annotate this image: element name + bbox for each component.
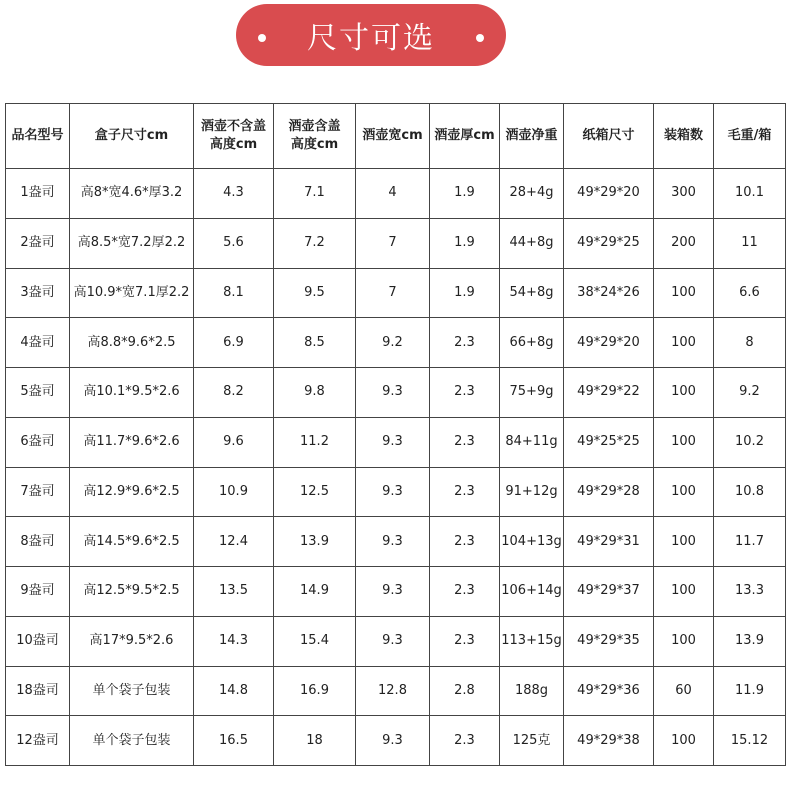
table-cell: 49*29*31 [564, 517, 654, 567]
table-cell: 1.9 [430, 169, 500, 219]
table-cell: 14.3 [194, 616, 274, 666]
table-cell: 100 [654, 368, 714, 418]
table-cell: 84+11g [500, 417, 564, 467]
table-cell: 高11.7*9.6*2.6 [70, 417, 194, 467]
table-cell: 188g [500, 666, 564, 716]
table-cell: 单个袋子包装 [70, 716, 194, 766]
column-header: 装箱数 [654, 104, 714, 169]
table-cell: 高12.9*9.6*2.5 [70, 467, 194, 517]
table-cell: 18盎司 [6, 666, 70, 716]
table-cell: 15.12 [714, 716, 786, 766]
table-cell: 12.5 [274, 467, 356, 517]
table-cell: 9.2 [714, 368, 786, 418]
table-cell: 9.3 [356, 517, 430, 567]
table-cell: 60 [654, 666, 714, 716]
table-cell: 11 [714, 218, 786, 268]
table-cell: 49*29*37 [564, 567, 654, 617]
table-cell: 高8.8*9.6*2.5 [70, 318, 194, 368]
column-header: 毛重/箱 [714, 104, 786, 169]
column-header: 酒壶含盖 高度cm [274, 104, 356, 169]
table-cell: 100 [654, 616, 714, 666]
table-cell: 2.3 [430, 716, 500, 766]
table-cell: 49*29*22 [564, 368, 654, 418]
table-cell: 12.8 [356, 666, 430, 716]
table-cell: 75+9g [500, 368, 564, 418]
table-cell: 10.9 [194, 467, 274, 517]
table-cell: 2.3 [430, 368, 500, 418]
table-cell: 100 [654, 467, 714, 517]
table-cell: 100 [654, 417, 714, 467]
column-header: 品名型号 [6, 104, 70, 169]
table-cell: 12.4 [194, 517, 274, 567]
table-cell: 7.2 [274, 218, 356, 268]
table-cell: 13.9 [714, 616, 786, 666]
table-cell: 100 [654, 517, 714, 567]
table-cell: 44+8g [500, 218, 564, 268]
table-cell: 10.8 [714, 467, 786, 517]
table-cell: 9.8 [274, 368, 356, 418]
table-cell: 9.3 [356, 716, 430, 766]
column-header: 酒壶不含盖 高度cm [194, 104, 274, 169]
table-cell: 14.8 [194, 666, 274, 716]
table-row [6, 169, 786, 219]
table-cell: 16.9 [274, 666, 356, 716]
table-cell: 8盎司 [6, 517, 70, 567]
table-cell: 49*29*20 [564, 169, 654, 219]
table-cell: 7 [356, 218, 430, 268]
table-cell: 7 [356, 268, 430, 318]
table-cell: 49*29*36 [564, 666, 654, 716]
table-row [6, 517, 786, 567]
table-cell: 4.3 [194, 169, 274, 219]
table-row [6, 666, 786, 716]
table-cell: 28+4g [500, 169, 564, 219]
table-cell: 10.2 [714, 417, 786, 467]
table-cell: 高12.5*9.5*2.5 [70, 567, 194, 617]
table-cell: 11.2 [274, 417, 356, 467]
table-cell: 单个袋子包装 [70, 666, 194, 716]
table-cell: 高14.5*9.6*2.5 [70, 517, 194, 567]
table-cell: 14.9 [274, 567, 356, 617]
table-cell: 113+15g [500, 616, 564, 666]
table-cell: 8.5 [274, 318, 356, 368]
table-cell: 125克 [500, 716, 564, 766]
table-cell: 100 [654, 318, 714, 368]
table-cell: 高8.5*宽7.2厚2.2 [70, 218, 194, 268]
table-cell: 12盎司 [6, 716, 70, 766]
table-row [6, 218, 786, 268]
table-cell: 54+8g [500, 268, 564, 318]
table-cell: 200 [654, 218, 714, 268]
table-cell: 9.3 [356, 616, 430, 666]
column-header: 酒壶厚cm [430, 104, 500, 169]
table-body [6, 169, 786, 766]
table-cell: 6.9 [194, 318, 274, 368]
table-cell: 2.3 [430, 567, 500, 617]
table-cell: 2盎司 [6, 218, 70, 268]
table-cell: 2.3 [430, 517, 500, 567]
table-cell: 2.3 [430, 467, 500, 517]
table-cell: 6盎司 [6, 417, 70, 467]
table-cell: 1.9 [430, 218, 500, 268]
table-cell: 16.5 [194, 716, 274, 766]
table-cell: 高10.1*9.5*2.6 [70, 368, 194, 418]
column-header: 纸箱尺寸 [564, 104, 654, 169]
table-cell: 7.1 [274, 169, 356, 219]
table-cell: 11.7 [714, 517, 786, 567]
table-cell: 4盎司 [6, 318, 70, 368]
table-cell: 8.1 [194, 268, 274, 318]
table-cell: 2.8 [430, 666, 500, 716]
size-spec-table [5, 103, 786, 766]
table-cell: 9.3 [356, 567, 430, 617]
table-cell: 4 [356, 169, 430, 219]
table-cell: 10盎司 [6, 616, 70, 666]
table-cell: 15.4 [274, 616, 356, 666]
table-cell: 7盎司 [6, 467, 70, 517]
page-title: 尺寸可选 [307, 21, 435, 56]
table-cell: 49*29*38 [564, 716, 654, 766]
table-cell: 100 [654, 268, 714, 318]
table-cell: 13.9 [274, 517, 356, 567]
table-cell: 38*24*26 [564, 268, 654, 318]
header-row [6, 104, 786, 169]
table-cell: 1.9 [430, 268, 500, 318]
dot-icon [476, 34, 484, 42]
table-cell: 高17*9.5*2.6 [70, 616, 194, 666]
table-cell: 2.3 [430, 616, 500, 666]
table-row [6, 616, 786, 666]
table-row [6, 567, 786, 617]
dot-icon [258, 34, 266, 42]
table-cell: 49*29*25 [564, 218, 654, 268]
table-cell: 13.5 [194, 567, 274, 617]
table-cell: 13.3 [714, 567, 786, 617]
table-cell: 5盎司 [6, 368, 70, 418]
table-row [6, 716, 786, 766]
table-cell: 106+14g [500, 567, 564, 617]
table-cell: 9盎司 [6, 567, 70, 617]
table-cell: 9.3 [356, 368, 430, 418]
table-cell: 49*29*35 [564, 616, 654, 666]
table-row [6, 417, 786, 467]
table-cell: 9.6 [194, 417, 274, 467]
table-row [6, 368, 786, 418]
table-cell: 300 [654, 169, 714, 219]
table-cell: 91+12g [500, 467, 564, 517]
column-header: 酒壶宽cm [356, 104, 430, 169]
table-row [6, 318, 786, 368]
table-cell: 66+8g [500, 318, 564, 368]
table-cell: 5.6 [194, 218, 274, 268]
table-cell: 100 [654, 567, 714, 617]
table-cell: 100 [654, 716, 714, 766]
title-banner [236, 4, 506, 66]
table-cell: 49*29*20 [564, 318, 654, 368]
table-cell: 2.3 [430, 318, 500, 368]
table-cell: 6.6 [714, 268, 786, 318]
table-row [6, 268, 786, 318]
table-cell: 8.2 [194, 368, 274, 418]
table-cell: 9.2 [356, 318, 430, 368]
table-cell: 104+13g [500, 517, 564, 567]
table-cell: 9.5 [274, 268, 356, 318]
column-header: 酒壶净重 [500, 104, 564, 169]
table-cell: 11.9 [714, 666, 786, 716]
table-cell: 2.3 [430, 417, 500, 467]
table-cell: 10.1 [714, 169, 786, 219]
column-header: 盒子尺寸cm [70, 104, 194, 169]
table-cell: 9.3 [356, 417, 430, 467]
table-cell: 49*29*28 [564, 467, 654, 517]
table-cell: 18 [274, 716, 356, 766]
table-cell: 高8*宽4.6*厚3.2 [70, 169, 194, 219]
table-row [6, 467, 786, 517]
table-cell: 3盎司 [6, 268, 70, 318]
table-cell: 高10.9*宽7.1厚2.2 [70, 268, 194, 318]
table-cell: 9.3 [356, 467, 430, 517]
table-cell: 8 [714, 318, 786, 368]
table-cell: 49*25*25 [564, 417, 654, 467]
table-cell: 1盎司 [6, 169, 70, 219]
